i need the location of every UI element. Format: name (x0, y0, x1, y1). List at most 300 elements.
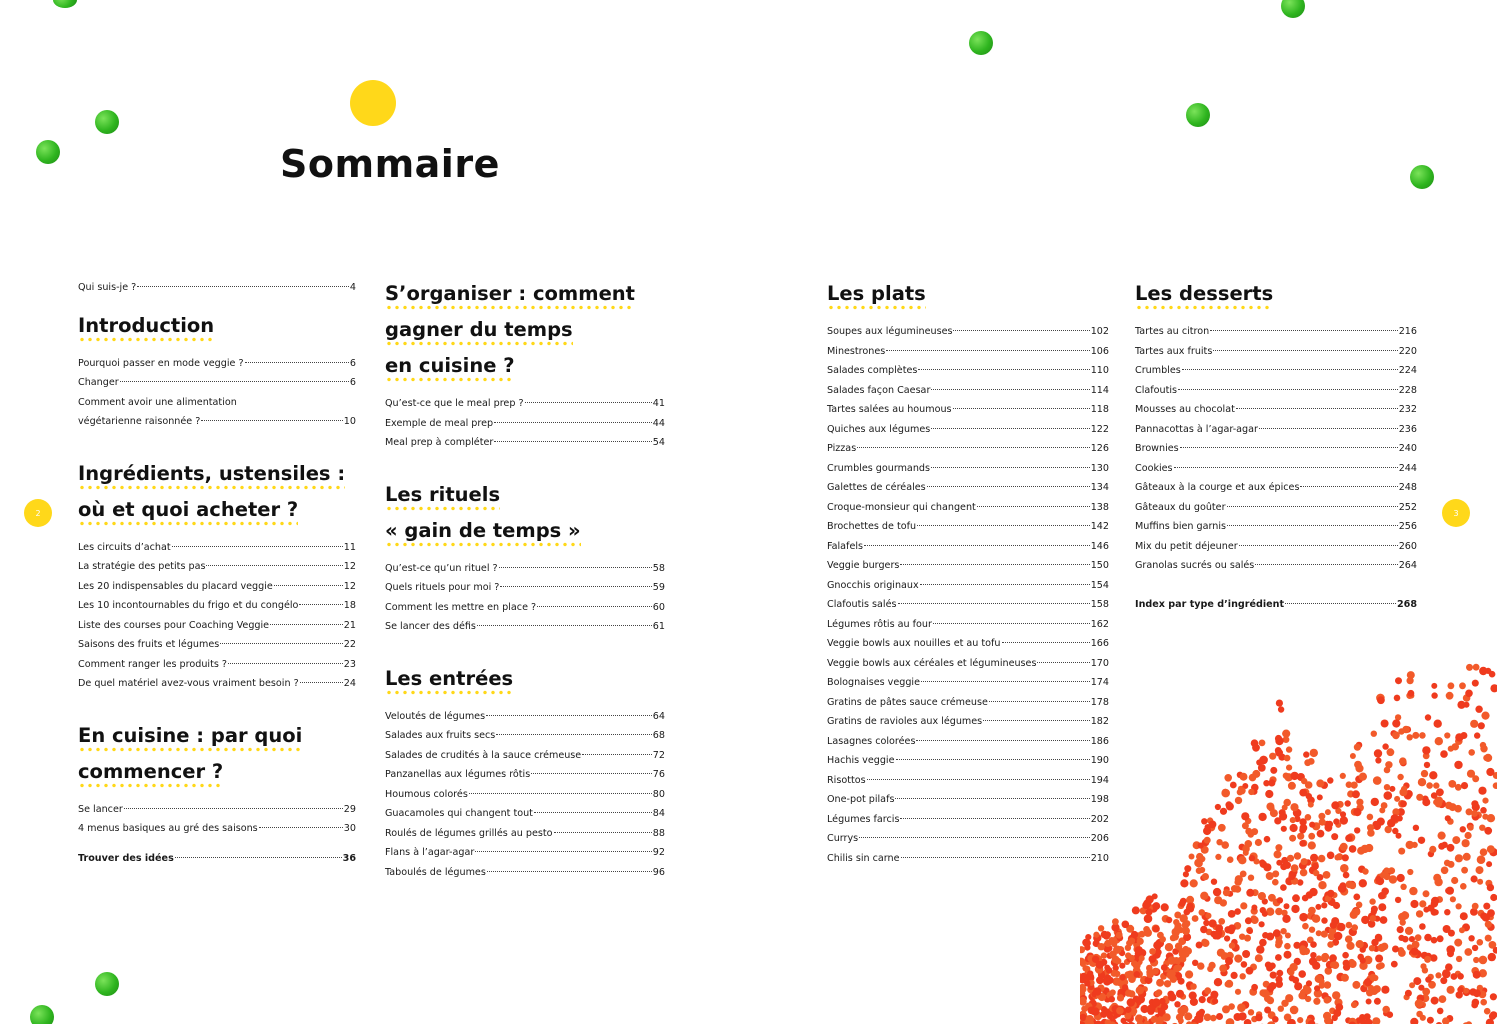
toc-entry-label: Cookies (1135, 462, 1173, 474)
toc-entry-page: 22 (343, 639, 356, 650)
toc-entry-page: 170 (1090, 657, 1109, 669)
dot-leader (864, 545, 1090, 546)
toc-entry-label: Qu’est-ce que le meal prep ? (385, 398, 524, 409)
toc-entry-label: 4 menus basiques au gré des saisons (78, 823, 258, 834)
toc-entry[interactable] (827, 517, 1109, 537)
dot-leader (537, 606, 652, 607)
dot-leader (1227, 506, 1398, 507)
toc-entry[interactable] (78, 616, 356, 636)
toc-entry[interactable] (827, 420, 1109, 440)
toc-entry-page: 216 (1398, 326, 1417, 337)
toc-entry-page: 11 (343, 541, 356, 553)
toc-entry-page: 102 (1090, 326, 1109, 337)
toc-entry[interactable] (385, 863, 665, 883)
toc-entry[interactable] (385, 785, 665, 805)
toc-entry-label: Gâteaux du goûter (1135, 501, 1226, 513)
dot-leader (953, 408, 1090, 409)
toc-entry-page: 76 (652, 769, 665, 780)
toc-entry[interactable] (827, 537, 1109, 557)
toc-entry-page: 12 (343, 580, 356, 592)
toc-entry[interactable] (827, 771, 1109, 791)
toc-list-entrees (385, 707, 665, 883)
toc-entry-page: 166 (1090, 638, 1109, 649)
toc-entry[interactable] (78, 412, 356, 432)
toc-entry-label: Crumbles (1135, 365, 1181, 376)
toc-entry-label: One-pot pilafs (827, 794, 895, 805)
page-number-left: 2 (24, 499, 52, 527)
toc-entry[interactable] (1135, 400, 1417, 420)
toc-entry-page: 154 (1090, 579, 1109, 591)
dot-leader (1259, 428, 1398, 429)
toc-entry-page: 23 (343, 658, 356, 670)
toc-entry-label: Flans à l’agar-agar (385, 847, 475, 858)
toc-entry-label: Gratins de pâtes sauce crémeuse (827, 696, 988, 708)
toc-entry-page: 10 (343, 416, 356, 427)
toc-entry[interactable] (385, 804, 665, 824)
section-heading-ingredients: Ingrédients, ustensiles : où et quoi acheter ? (78, 456, 356, 528)
toc-entry-page: 41 (652, 398, 665, 409)
section-heading-desserts: Les desserts (1135, 276, 1417, 312)
section-heading-organiser: S’organiser : comment gagner du temps en cuisine ? (385, 276, 665, 384)
green-pea-icon (1186, 103, 1210, 127)
toc-entry[interactable] (827, 634, 1109, 654)
section-heading-entrees: Les entrées (385, 661, 665, 697)
toc-entry[interactable] (78, 354, 356, 374)
toc-list-plats (827, 322, 1109, 868)
toc-entry-page: 210 (1090, 852, 1109, 864)
toc-entry-label: Exemple de meal prep (385, 417, 494, 429)
toc-column-1 (78, 278, 356, 868)
toc-entry-label: Falafels (827, 540, 864, 552)
dot-leader (931, 467, 1090, 468)
green-pea-icon (95, 972, 119, 996)
toc-entry-label: Tartes salées au houmous (827, 404, 952, 415)
dot-leader (1300, 486, 1397, 487)
toc-entry-label: Croque-monsieur qui changent (827, 501, 976, 513)
toc-entry[interactable] (827, 439, 1109, 459)
toc-list-ingredients (78, 538, 356, 694)
toc-entry-page: 126 (1090, 443, 1109, 454)
toc-entry-page: 88 (652, 827, 665, 839)
toc-entry-page: 194 (1090, 774, 1109, 786)
toc-entry-page: 84 (652, 808, 665, 819)
toc-entry[interactable] (1135, 381, 1417, 401)
dot-leader (201, 420, 342, 421)
toc-entry-page: 268 (1396, 599, 1417, 610)
toc-entry-label: Comment ranger les produits ? (78, 658, 227, 670)
toc-entry-page: 61 (652, 621, 665, 632)
toc-entry-label: Légumes rôtis au four (827, 618, 932, 630)
toc-entry-label: Pourquoi passer en mode veggie ? (78, 357, 244, 369)
toc-entry-label: Bolognaises veggie (827, 677, 920, 688)
toc-entry[interactable] (1135, 342, 1417, 362)
dot-leader (859, 837, 1090, 838)
toc-entry-page: 228 (1398, 384, 1417, 396)
dot-leader (895, 798, 1089, 799)
dot-leader (931, 428, 1089, 429)
toc-entry[interactable] (385, 598, 665, 618)
toc-entry-page: 96 (652, 866, 665, 878)
toc-entry[interactable] (1135, 595, 1417, 615)
toc-entry-label: Galettes de céréales (827, 482, 926, 493)
toc-entry-page: 236 (1398, 423, 1417, 435)
toc-entry-label: Veggie burgers (827, 560, 900, 571)
dot-leader (916, 740, 1089, 741)
toc-entry-label: Hachis veggie (827, 755, 895, 766)
toc-entry-page: 30 (343, 823, 356, 834)
toc-entry[interactable] (1135, 459, 1417, 479)
toc-entry[interactable] (385, 746, 665, 766)
toc-entry-label: Soupes aux légumineuses (827, 326, 953, 337)
toc-entry-page: 58 (652, 562, 665, 574)
dot-leader (900, 818, 1089, 819)
toc-entry-page: 64 (652, 710, 665, 722)
toc-entry-label: Brochettes de tofu (827, 521, 917, 532)
toc-entry-page: 44 (652, 417, 665, 429)
toc-entry-label: Salades façon Caesar (827, 384, 931, 396)
section-heading-cuisine: En cuisine : par quoi commencer ? (78, 718, 356, 790)
dot-leader (477, 625, 652, 626)
toc-entry[interactable] (827, 400, 1109, 420)
toc-entry-page: 146 (1090, 540, 1109, 552)
dot-leader (977, 506, 1090, 507)
red-dots-splash-icon (1080, 640, 1497, 1024)
green-pea-icon (1281, 0, 1305, 18)
toc-entry-page: 110 (1090, 365, 1109, 376)
toc-entry-page: 178 (1090, 696, 1109, 708)
toc-entry-page: 150 (1090, 560, 1109, 571)
toc-entry[interactable] (827, 732, 1109, 752)
toc-entry-label: Comment les mettre en place ? (385, 601, 537, 613)
toc-entry[interactable] (78, 819, 356, 839)
toc-entry-page: 190 (1090, 755, 1109, 766)
toc-entry[interactable] (385, 824, 665, 844)
dot-leader (931, 389, 1089, 390)
toc-list-organiser (385, 394, 665, 453)
dot-leader (245, 362, 349, 363)
toc-entry[interactable] (827, 615, 1109, 635)
dot-leader (124, 808, 343, 809)
toc-entry-page: 36 (342, 852, 356, 864)
toc-entry[interactable] (78, 538, 356, 558)
toc-entry-label: Minestrones (827, 345, 886, 357)
toc-entry-page: 232 (1398, 404, 1417, 415)
toc-entry-page: 174 (1090, 677, 1109, 688)
dot-leader (1227, 525, 1398, 526)
toc-entry[interactable] (827, 829, 1109, 849)
toc-entry[interactable] (78, 800, 356, 820)
green-pea-icon (1410, 165, 1434, 189)
toc-entry-label: Panzanellas aux légumes rôtis (385, 769, 531, 780)
toc-column-4 (1135, 276, 1417, 615)
dot-leader (953, 330, 1089, 331)
dot-leader (494, 422, 652, 423)
dot-leader (228, 663, 343, 664)
toc-entry[interactable] (385, 707, 665, 727)
toc-entry-label: Les circuits d’achat (78, 541, 171, 553)
toc-list-cuisine (78, 800, 356, 839)
toc-entry-page: 18 (343, 600, 356, 611)
toc-entry-label: Tartes aux fruits (1135, 345, 1213, 357)
toc-entry-page: 130 (1090, 462, 1109, 474)
toc-entry-page: 24 (343, 678, 356, 689)
toc-entry[interactable] (385, 414, 665, 434)
toc-entry-page: 220 (1398, 345, 1417, 357)
toc-entry-label: Granolas sucrés ou salés (1135, 560, 1255, 571)
toc-entry-label: Clafoutis salés (827, 599, 897, 610)
toc-entry[interactable] (827, 654, 1109, 674)
dot-leader (1178, 389, 1398, 390)
dot-leader (1236, 408, 1398, 409)
toc-entry-label: Gnocchis originaux (827, 579, 919, 591)
toc-entry[interactable] (1135, 361, 1417, 381)
toc-entry[interactable] (385, 394, 665, 414)
dot-leader (917, 525, 1090, 526)
toc-entry[interactable] (827, 673, 1109, 693)
toc-entry-label: Les 10 incontournables du frigo et du congélo (78, 600, 299, 611)
toc-entry[interactable] (827, 381, 1109, 401)
toc-entry[interactable] (78, 596, 356, 616)
toc-entry-label: Légumes farcis (827, 813, 900, 825)
dot-leader (500, 586, 651, 587)
toc-entry[interactable] (1135, 498, 1417, 518)
toc-entry-page: 158 (1090, 599, 1109, 610)
dot-leader (525, 402, 652, 403)
toc-entry-page: 21 (343, 619, 356, 631)
toc-entry[interactable] (1135, 322, 1417, 342)
toc-column-2 (385, 276, 665, 882)
toc-entry-page: 260 (1398, 540, 1417, 552)
toc-entry-label: Mix du petit déjeuner (1135, 540, 1238, 552)
dot-leader (1174, 467, 1398, 468)
dot-leader (1239, 545, 1398, 546)
dot-leader (120, 381, 349, 382)
toc-entry-label: De quel matériel avez-vous vraiment besoin ? (78, 678, 299, 689)
toc-entry[interactable] (827, 478, 1109, 498)
dot-leader (896, 759, 1090, 760)
toc-entry-page: 4 (349, 282, 356, 293)
toc-entry[interactable] (827, 849, 1109, 869)
toc-entry-label: Gratins de ravioles aux légumes (827, 716, 983, 727)
dot-leader (531, 773, 652, 774)
dot-leader (499, 567, 652, 568)
toc-entry[interactable] (827, 712, 1109, 732)
toc-entry[interactable] (827, 595, 1109, 615)
toc-entry-page: 114 (1090, 384, 1109, 396)
toc-entry-page: 248 (1398, 482, 1417, 493)
toc-entry-label: Quels rituels pour moi ? (385, 582, 500, 593)
toc-entry-page: 12 (343, 561, 356, 572)
green-pea-icon (53, 0, 77, 8)
toc-entry-label: Index par type d’ingrédient (1135, 599, 1285, 610)
toc-entry[interactable] (385, 433, 665, 453)
toc-entry[interactable] (827, 322, 1109, 342)
toc-entry-page: 59 (652, 582, 665, 593)
toc-entry-label: Les 20 indispensables du placard veggie (78, 580, 273, 592)
page-title: Sommaire (280, 142, 500, 186)
toc-entry-label: Risottos (827, 774, 866, 786)
toc-entry-page: 118 (1090, 404, 1109, 415)
toc-entry[interactable] (827, 790, 1109, 810)
dot-leader (867, 779, 1090, 780)
toc-entry-label: Gâteaux à la courge et aux épices (1135, 482, 1300, 493)
dot-leader (487, 871, 652, 872)
toc-entry-label[interactable]: Comment avoir une alimentation (78, 396, 237, 408)
toc-entry-page: 198 (1090, 794, 1109, 805)
dot-leader (534, 812, 652, 813)
toc-entry[interactable] (385, 726, 665, 746)
toc-entry-page: 224 (1398, 365, 1417, 376)
toc-entry-label: Trouver des idées (78, 852, 174, 864)
toc-entry-label: Veggie bowls aux nouilles et au tofu (827, 638, 1001, 649)
dot-leader (175, 857, 342, 858)
dot-leader (1285, 603, 1396, 604)
toc-entry[interactable] (827, 342, 1109, 362)
toc-entry-label: Se lancer des défis (385, 621, 476, 632)
toc-entry-page: 80 (652, 788, 665, 800)
toc-entry[interactable] (1135, 517, 1417, 537)
toc-entry-label: Clafoutis (1135, 384, 1177, 396)
toc-entry[interactable] (78, 557, 356, 577)
toc-entry[interactable] (1135, 439, 1417, 459)
toc-entry-label: Qui suis-je ? (78, 282, 137, 293)
toc-entry[interactable] (827, 751, 1109, 771)
toc-entry-page: 54 (652, 437, 665, 448)
dot-leader (554, 832, 652, 833)
toc-entry[interactable] (1135, 478, 1417, 498)
dot-leader (857, 447, 1089, 448)
toc-entry[interactable] (827, 693, 1109, 713)
toc-entry[interactable] (78, 373, 356, 393)
toc-entry[interactable] (827, 459, 1109, 479)
dot-leader (898, 603, 1090, 604)
green-pea-icon (36, 140, 60, 164)
yellow-dot-icon (350, 80, 396, 126)
toc-entry-page: 29 (343, 803, 356, 815)
toc-entry[interactable] (385, 617, 665, 637)
toc-entry-page: 6 (349, 377, 356, 388)
dot-leader (220, 643, 343, 644)
toc-entry-label: Changer (78, 377, 119, 388)
toc-entry[interactable] (385, 765, 665, 785)
toc-entry-label: Qu’est-ce qu’un rituel ? (385, 562, 498, 574)
toc-entry-page: 92 (652, 847, 665, 858)
dot-leader (475, 851, 652, 852)
toc-entry[interactable] (78, 577, 356, 597)
toc-entry-page: 60 (652, 601, 665, 613)
toc-entry-label: Guacamoles qui changent tout (385, 808, 533, 819)
toc-entry[interactable] (1135, 556, 1417, 576)
toc-list-desserts (1135, 322, 1417, 576)
dot-leader (300, 682, 343, 683)
dot-leader (901, 857, 1090, 858)
toc-entry[interactable] (78, 849, 356, 869)
toc-entry-page: 264 (1398, 560, 1417, 571)
dot-leader (927, 486, 1090, 487)
toc-entry[interactable] (78, 635, 356, 655)
toc-entry-label: La stratégie des petits pas (78, 561, 206, 572)
toc-entry-page: 244 (1398, 462, 1417, 474)
toc-entry-page: 138 (1090, 501, 1109, 513)
toc-entry-label: Salades aux fruits secs (385, 730, 496, 741)
toc-entry-page: 122 (1090, 423, 1109, 435)
toc-entry-page: 68 (652, 730, 665, 741)
toc-entry-label: Roulés de légumes grillés au pesto (385, 827, 553, 839)
toc-entry-page: 106 (1090, 345, 1109, 357)
toc-entry-label: Lasagnes colorées (827, 735, 916, 747)
toc-entry[interactable] (78, 655, 356, 675)
toc-entry-page: 256 (1398, 521, 1417, 532)
toc-entry[interactable] (78, 278, 356, 298)
dot-leader (1180, 447, 1398, 448)
toc-entry-label: Pannacottas à l’agar-agar (1135, 423, 1258, 435)
toc-entry-label: Crumbles gourmands (827, 462, 930, 474)
toc-entry-page: 240 (1398, 443, 1417, 454)
toc-entry[interactable] (385, 578, 665, 598)
dot-leader (274, 585, 343, 586)
section-heading-introduction: Introduction (78, 308, 356, 344)
toc-entry-label: Pizzas (827, 443, 857, 454)
dot-leader (1255, 564, 1397, 565)
toc-entry[interactable] (1135, 420, 1417, 440)
dot-leader (486, 715, 652, 716)
toc-entry[interactable] (1135, 537, 1417, 557)
toc-entry-page: 206 (1090, 833, 1109, 844)
toc-entry-page: 6 (349, 357, 356, 369)
toc-entry[interactable] (385, 559, 665, 579)
dot-leader (886, 350, 1089, 351)
green-pea-icon (95, 110, 119, 134)
toc-entry[interactable] (78, 674, 356, 694)
toc-entry-label: Meal prep à compléter (385, 437, 494, 448)
toc-entry-page: 202 (1090, 813, 1109, 825)
toc-entry-label: Chilis sin carne (827, 852, 900, 864)
toc-entry-label: Liste des courses pour Coaching Veggie (78, 619, 270, 631)
toc-entry[interactable] (385, 843, 665, 863)
toc-entry[interactable] (827, 810, 1109, 830)
dot-leader (920, 584, 1090, 585)
toc-entry-label: Muffins bien garnis (1135, 521, 1227, 532)
dot-leader (1213, 350, 1397, 351)
toc-entry-label: Houmous colorés (385, 788, 468, 800)
dot-leader (989, 701, 1090, 702)
toc-entry[interactable] (827, 576, 1109, 596)
dot-leader (172, 546, 343, 547)
toc-entry-label: Veggie bowls aux céréales et légumineuses (827, 657, 1037, 669)
toc-entry-page: 186 (1090, 735, 1109, 747)
page-number-right: 3 (1442, 499, 1470, 527)
dot-leader (1002, 642, 1090, 643)
toc-entry[interactable] (827, 556, 1109, 576)
green-pea-icon (30, 1005, 54, 1024)
toc-entry-label: Tartes au citron (1135, 326, 1210, 337)
dot-leader (921, 681, 1090, 682)
toc-entry-label: Currys (827, 833, 859, 844)
dot-leader (918, 369, 1089, 370)
dot-leader (582, 754, 652, 755)
toc-entry-page: 252 (1398, 501, 1417, 513)
dot-leader (259, 827, 343, 828)
toc-entry-label: Brownies (1135, 443, 1179, 454)
toc-list-rituels (385, 559, 665, 637)
toc-entry-page: 142 (1090, 521, 1109, 532)
toc-entry-label: Mousses au chocolat (1135, 404, 1235, 415)
toc-entry-label: Salades complètes (827, 365, 918, 376)
toc-entry[interactable] (827, 361, 1109, 381)
dot-leader (496, 734, 651, 735)
toc-entry[interactable] (827, 498, 1109, 518)
green-pea-icon (969, 31, 993, 55)
